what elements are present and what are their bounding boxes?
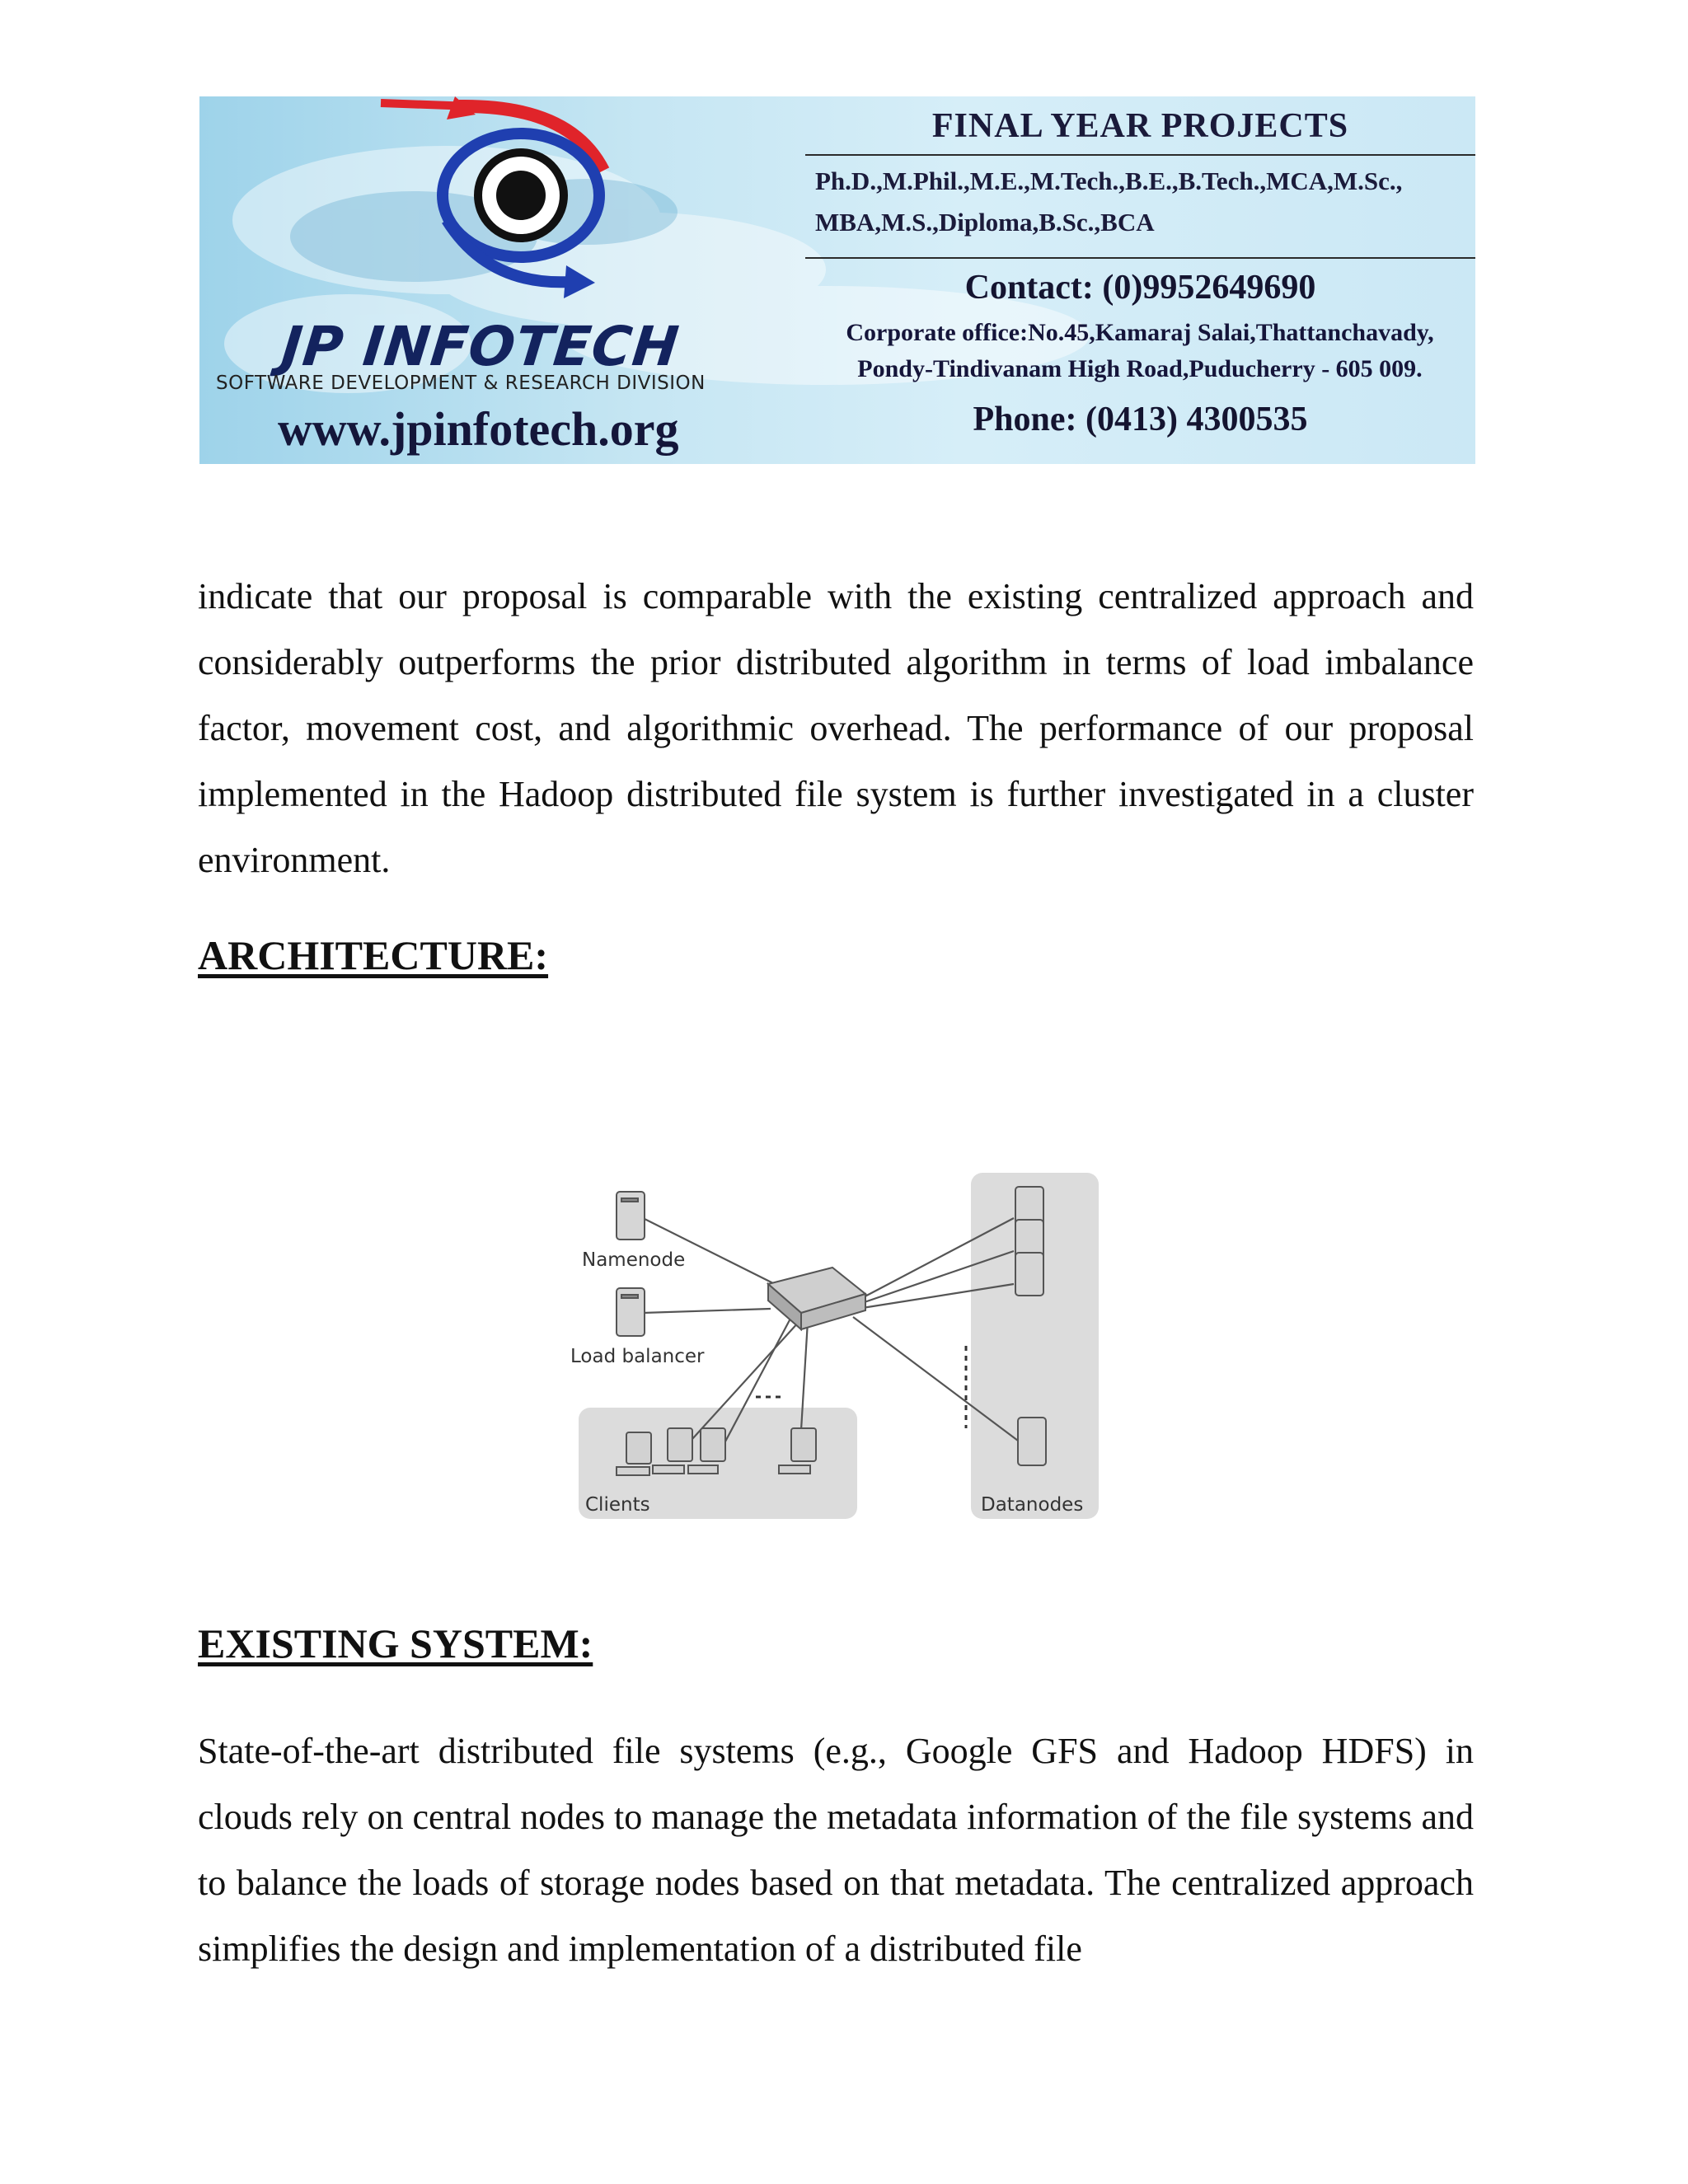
- phone-number: Phone: (0413) 4300535: [973, 401, 1308, 438]
- clients-label: Clients: [585, 1494, 650, 1516]
- datanodes-label: Datanodes: [981, 1494, 1084, 1516]
- divider: [805, 257, 1475, 259]
- office-address-line-2: Pondy-Tindivanam High Road,Puducherry - 605 009.: [857, 355, 1423, 382]
- intro-paragraph: indicate that our proposal is comparable with the existing centralized approach and considerably outperforms the prior distributed algorithm in terms of load imbalance factor, movement cost, and algorithmic overhead. The performance of our proposal implemented in the Hadoop distributed file system is further investigated in a cluster environment.: [198, 576, 1474, 880]
- degrees-line-2: MBA,M.S.,Diploma,B.Sc.,BCA: [815, 208, 1155, 237]
- load-balancer-label: Load balancer: [570, 1346, 705, 1367]
- logo-icon: [323, 96, 735, 319]
- brand-name: JP INFOTECH: [278, 315, 682, 378]
- header-banner: [199, 96, 1475, 464]
- architecture-diagram: [552, 1169, 1113, 1523]
- divider: [805, 154, 1475, 156]
- network-switch: [768, 1268, 865, 1329]
- banner-headline: FINAL YEAR PROJECTS: [931, 107, 1349, 145]
- banner-info: [805, 96, 1475, 464]
- architecture-heading: ARCHITECTURE:: [198, 932, 549, 978]
- division-tagline: SOFTWARE DEVELOPMENT & RESEARCH DIVISION: [216, 373, 706, 394]
- website-link[interactable]: www.jpinfotech.org: [278, 402, 679, 456]
- namenode-server: [617, 1192, 645, 1240]
- office-address-line-1: Corporate office:No.45,Kamaraj Salai,Thattanchavady,: [846, 319, 1434, 346]
- namenode-label: Namenode: [582, 1249, 686, 1271]
- degrees-line-1: Ph.D.,M.Phil.,M.E.,M.Tech.,B.E.,B.Tech.,MCA,M.Sc.,: [815, 166, 1403, 195]
- existing-system-paragraph: State-of-the-art distributed file systems (e.g., Google GFS and Hadoop HDFS) in clouds rely on central nodes to manage the metadata information of the file systems and to balance the loads of storage nodes based on that metadata. The centralized approach simplifies the design and implementation of a distributed file: [198, 1731, 1474, 1969]
- contact-number: Contact: (0)9952649690: [964, 269, 1316, 307]
- load-balancer-server: [617, 1288, 645, 1336]
- existing-system-heading: EXISTING SYSTEM:: [198, 1620, 593, 1666]
